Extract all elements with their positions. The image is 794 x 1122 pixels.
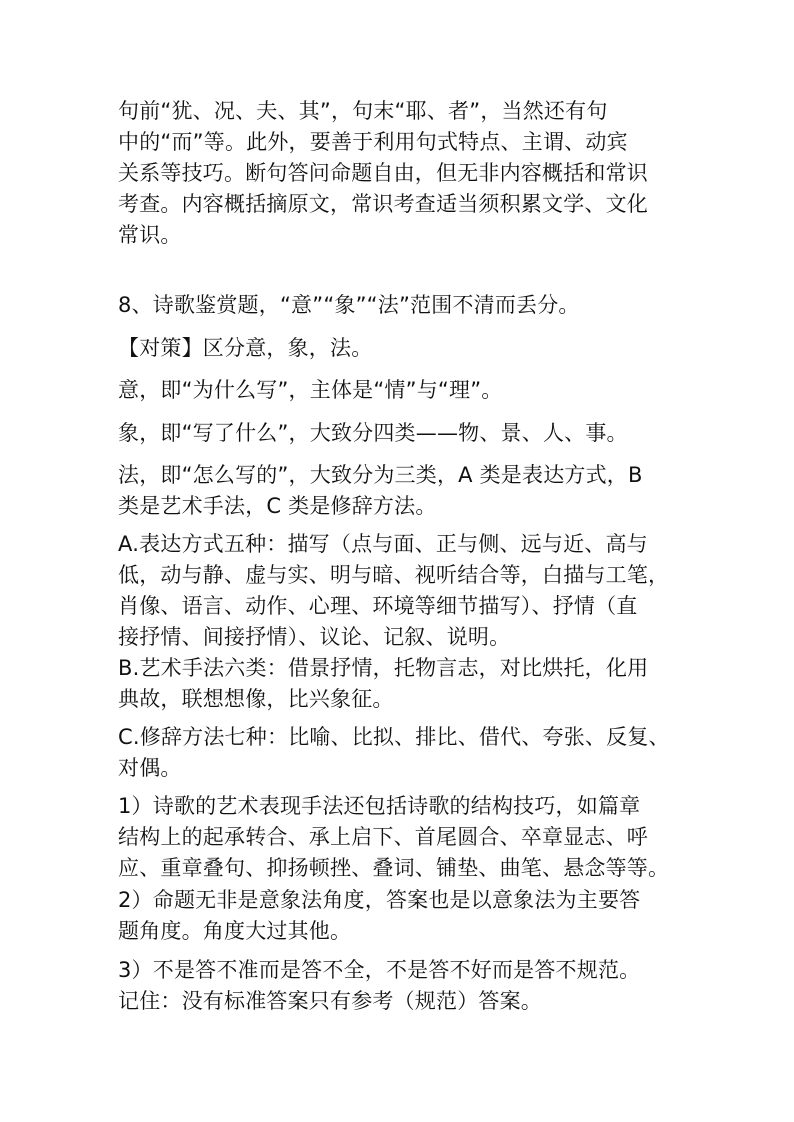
text-line: 结构上的起承转合、承上启下、首尾圆合、卒章显志、呼 <box>118 825 648 849</box>
text-line: 低，动与静、虚与实、明与暗、视听结合等，白描与工笔， <box>118 563 670 587</box>
text-line: 1）诗歌的艺术表现手法还包括诗歌的结构技巧，如篇章 <box>118 794 641 818</box>
text-line: 接抒情、间接抒情）、议论、记叙、说明。 <box>118 625 511 649</box>
text-line: 类是艺术手法，C 类是修辞方法。 <box>118 494 437 518</box>
text-line: 应、重章叠句、抑扬顿挫、叠词、铺垫、曲笔、悬念等等。 <box>118 856 670 880</box>
text-line: 2）命题无非是意象法角度，答案也是以意象法为主要答 <box>118 888 641 912</box>
yi-paragraph <box>118 375 718 406</box>
text-line: 【对策】区分意，象，法。 <box>118 336 373 360</box>
text-line: A.表达方式五种：描写（点与面、正与侧、远与近、高与 <box>118 532 648 556</box>
paragraph-punctuation-tips <box>118 96 718 251</box>
rhetoric-methods-paragraph <box>118 722 718 784</box>
expression-methods-paragraph <box>118 529 718 653</box>
text-line: B.艺术手法六类：借景抒情，托物言志，对比烘托，化用 <box>118 656 649 680</box>
text-line: 中的“而”等。此外，要善于利用句式特点、主谓、动宾 <box>118 130 628 154</box>
note-2-paragraph <box>118 885 718 947</box>
xiang-paragraph <box>118 418 718 449</box>
text-line: 象，即“写了什么”，大致分四类——物、景、人、事。 <box>118 421 628 445</box>
note-1-paragraph <box>118 791 718 884</box>
text-line: 3）不是答不准而是答不全，不是答不好而是答不规范。 <box>118 958 641 982</box>
section-title: 8、诗歌鉴赏题，“意”“象”“法”范围不清而丢分。 <box>118 293 580 317</box>
text-line: 记住：没有标准答案只有参考（规范）答案。 <box>118 989 542 1013</box>
strategy-paragraph <box>118 333 718 364</box>
text-line: 考查。内容概括摘原文，常识考查适当须积累文学、文化 <box>118 192 648 216</box>
note-3-paragraph <box>118 955 718 1017</box>
text-line: 常识。 <box>118 223 182 247</box>
artistic-techniques-paragraph <box>118 653 718 715</box>
fa-paragraph <box>118 460 718 522</box>
text-line: C.修辞方法七种：比喻、比拟、排比、借代、夸张、反复、 <box>118 725 670 749</box>
text-line: 典故，联想想像，比兴象征。 <box>118 687 394 711</box>
text-line: 肖像、语言、动作、心理、环境等细节描写）、抒情（直 <box>118 594 638 618</box>
text-line: 对偶。 <box>118 756 182 780</box>
text-line: 题角度。角度大过其他。 <box>118 919 352 943</box>
text-line: 句前“犹、况、夫、其”，句末“耶、者”，当然还有句 <box>118 99 608 123</box>
text-line: 法，即“怎么写的”，大致分为三类，A 类是表达方式，B <box>118 463 643 487</box>
section-heading <box>118 290 718 321</box>
text-line: 意，即“为什么写”，主体是“情”与“理”。 <box>118 378 503 402</box>
text-line: 关系等技巧。断句答问命题自由，但无非内容概括和常识 <box>118 161 648 185</box>
